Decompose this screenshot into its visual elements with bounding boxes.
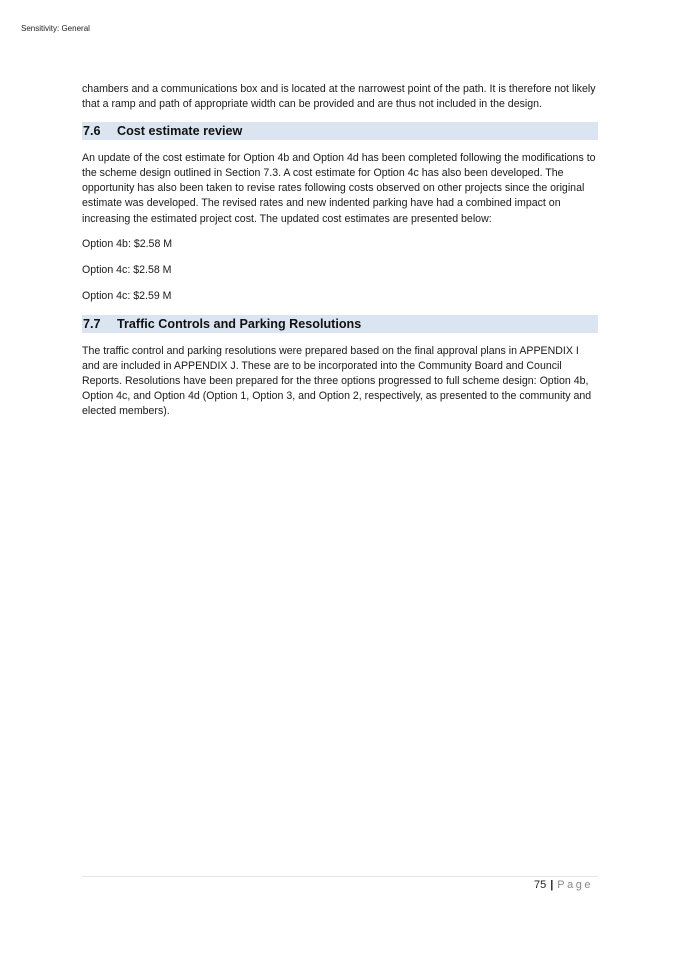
section-title: Cost estimate review xyxy=(117,124,243,139)
page-separator: | xyxy=(550,879,554,891)
section-heading-7-6 xyxy=(82,122,598,140)
option-cost-line: Option 4c: $2.58 M xyxy=(82,263,172,276)
option-cost-line: Option 4c: $2.59 M xyxy=(82,289,172,302)
intro-paragraph: chambers and a communications box and is located at the narrowest point of the path. It is therefore not likely that a ramp and path of appropriate width can be provided and are thus not included in the design. xyxy=(82,83,596,111)
sensitivity-label: Sensitivity: General xyxy=(21,24,90,33)
document-body xyxy=(82,82,598,429)
option-cost-line: Option 4b: $2.58 M xyxy=(82,237,173,250)
section-heading-7-7 xyxy=(82,315,598,333)
footer-divider xyxy=(82,876,598,877)
page-footer xyxy=(534,879,593,891)
cost-estimate-paragraph: An update of the cost estimate for Option 4b and Option 4d has been completed following the modifications to the scheme design outlined in Section 7.3. A cost estimate for Option 4c has also been developed. The opportunity has also been taken to revise rates following costs observed on other projects since the original estimate was developed. The revised rates and new indented parking have had a combined impact on increasing the estimated project cost. The updated cost estimates are presented below: xyxy=(82,152,596,225)
page-word: Page xyxy=(557,879,593,891)
section-title: Traffic Controls and Parking Resolutions xyxy=(117,316,362,331)
section-number: 7.6 xyxy=(83,124,101,139)
section-number: 7.7 xyxy=(83,316,101,331)
page-number: 75 xyxy=(533,879,547,891)
traffic-controls-paragraph: The traffic control and parking resolutions were prepared based on the final approval plans in APPENDIX I and are included in APPENDIX J. These are to be incorporated into the Community Board and Council Reports. Resolutions have been prepared for the three options progressed to full scheme design: Option 4b, Option 4c, and Option 4d (Option 1, Option 3, and Option 2, respectively, as presented to the community and elected members). xyxy=(82,344,592,418)
